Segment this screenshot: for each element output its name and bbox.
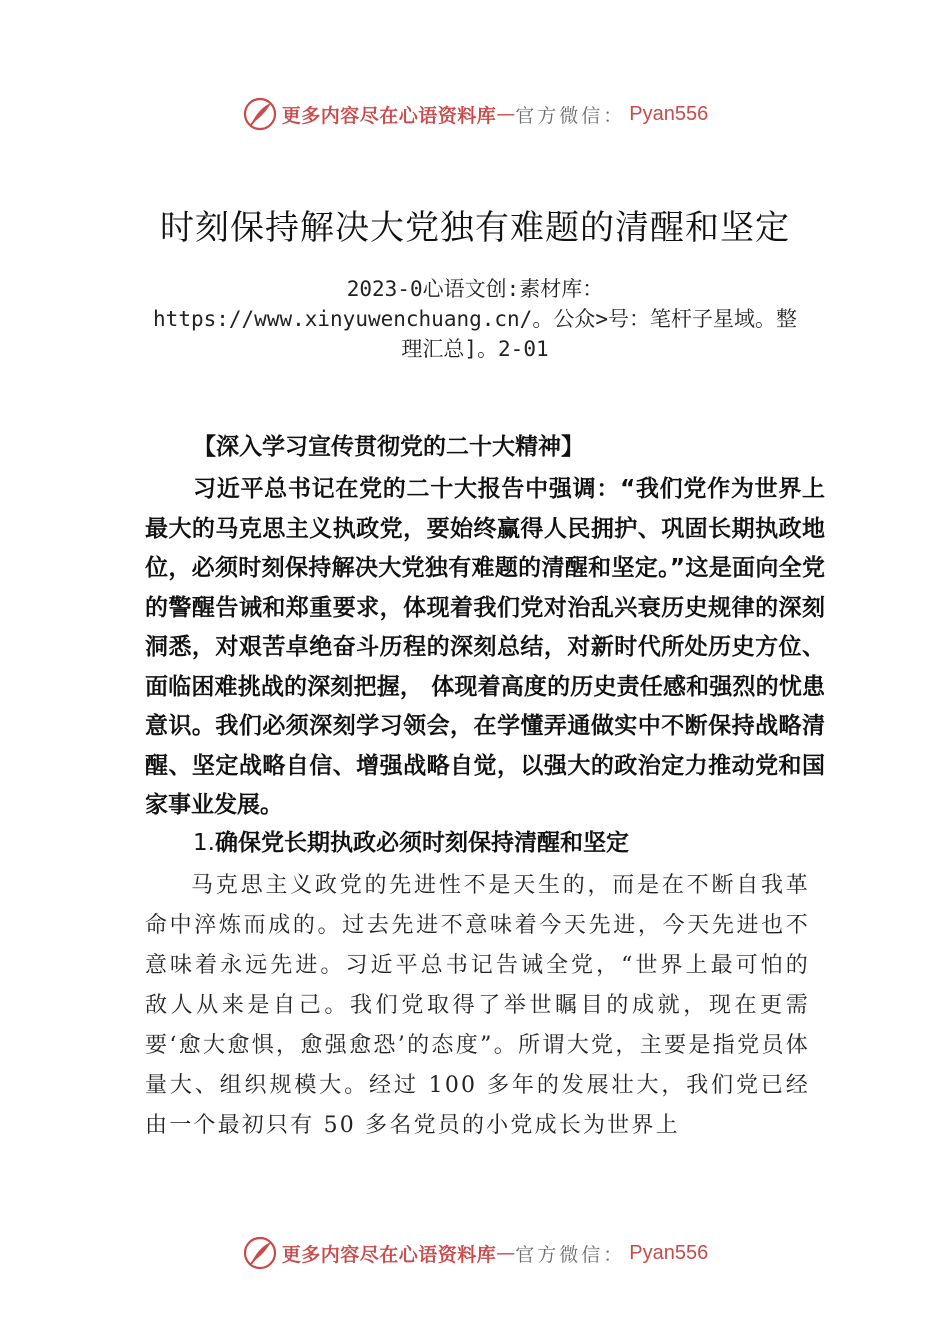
section-number: 1.	[193, 830, 215, 856]
banner-dash: —	[496, 1242, 516, 1264]
section-title: 确保党长期执政必须时刻保持清醒和坚定	[214, 830, 629, 856]
body-paragraph: 马克思主义政党的先进性不是天生的，而是在不断自我革命中淬炼而成的。过去先进不意味着今天先进，今天先进也不意味着永远先进。习近平总书记告诫全党，“世界上最可怕的敌人从来是自己。我们党取得了举世瞩目的成就，现在更需要‘愈大愈惧，愈强愈恐’的态度”。所谓大党，主要是指党员体量大、组织规模大。经过 100 多年的发展壮大，我们党已经由一个最初只有 50 多名党员的小党成长为世界上	[145, 873, 810, 1138]
feather-pen-logo-icon	[242, 1235, 278, 1271]
column-heading: 【深入学习宣传贯彻党的二十大精神】	[193, 434, 584, 460]
banner-wechat-account: Pyan556	[629, 102, 709, 125]
header-banner	[0, 94, 950, 134]
footer-banner	[0, 1233, 950, 1273]
section-heading	[193, 824, 629, 857]
banner-wechat-label: 官方微信：	[515, 104, 626, 127]
banner-wechat-account: Pyan556	[629, 1241, 709, 1264]
document-meta-source: 2023-0心语文创:素材库：https://www.xinyuwenchuang.cn/。公众>号：笔杆子星域。整理汇总]。2-01	[153, 277, 797, 361]
document-title: 时刻保持解决大党独有难题的清醒和坚定	[160, 208, 790, 248]
banner-dash: —	[496, 103, 516, 125]
banner-brand-text: 更多内容尽在心语资料库	[281, 1243, 497, 1266]
intro-paragraph: 习近平总书记在党的二十大报告中强调：“我们党作为世界上最大的马克思主义执政党，要始终赢得人民拥护、巩固长期执政地位，必须时刻保持解决大党独有难题的清醒和坚定。”这是面向全党的警醒告诫和郑重要求，体现着我们党对治乱兴衰历史规律的深刻洞悉，对艰苦卓绝奋斗历程的深刻总结，对新时代所处历史方位、面临困难挑战的深刻把握， 体现着高度的历史责任感和强烈的忧患意识。我们必须深刻学习领会，在学懂弄通做实中不断保持战略清醒、坚定战略自信、增强战略自觉，以强大的政治定力推动党和国家事业发展。	[145, 476, 825, 818]
feather-pen-logo-icon	[242, 96, 278, 132]
banner-wechat-label: 官方微信：	[515, 1243, 626, 1266]
banner-brand-text: 更多内容尽在心语资料库	[281, 104, 497, 127]
